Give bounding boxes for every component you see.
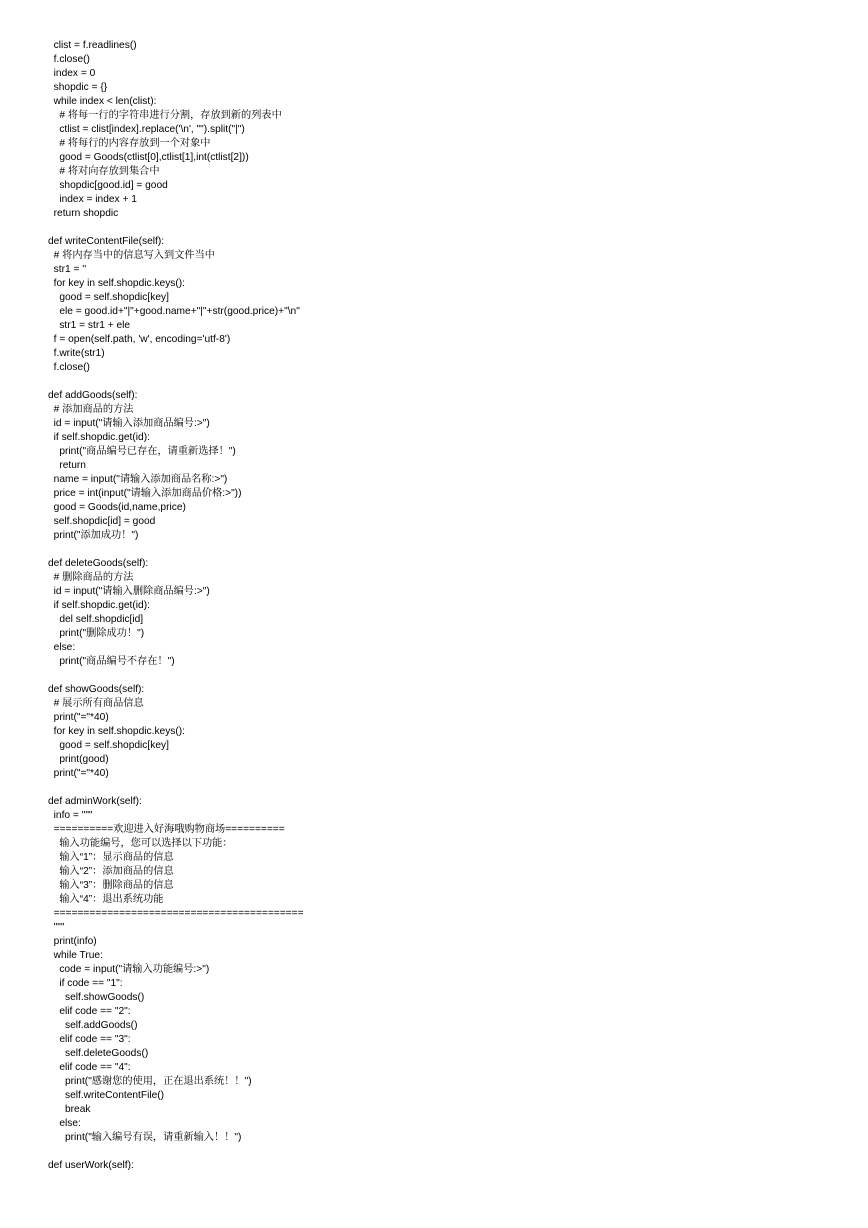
code-line: self.deleteGoods() [48, 1048, 149, 1059]
code-line: """ [48, 922, 65, 933]
code-line: ========================================== [48, 908, 304, 919]
code-line: def userWork(self): [48, 1160, 134, 1171]
code-line: good = self.shopdic[key] [48, 292, 169, 303]
code-line: id = input("请输入删除商品编号:>") [48, 586, 210, 597]
code-line: if self.shopdic.get(id): [48, 432, 150, 443]
code-line: print("="*40) [48, 712, 109, 723]
code-line: 输入“3”：删除商品的信息 [48, 880, 174, 891]
code-line: print(good) [48, 754, 109, 765]
code-line: print("添加成功！") [48, 530, 139, 541]
code-line: 输入功能编号，您可以选择以下功能： [48, 838, 233, 849]
code-line: price = int(input("请输入添加商品价格:>")) [48, 488, 242, 499]
code-line: f = open(self.path, 'w', encoding='utf-8') [48, 334, 231, 345]
code-line: f.close() [48, 54, 90, 65]
code-line: # 添加商品的方法 [48, 404, 134, 415]
code-line: 输入“2”：添加商品的信息 [48, 866, 174, 877]
code-line: def addGoods(self): [48, 390, 138, 401]
code-line: print("删除成功！") [48, 628, 145, 639]
code-line: ==========欢迎进入好海哦购物商场========== [48, 824, 285, 835]
code-line: else: [48, 642, 76, 653]
code-line: for key in self.shopdic.keys(): [48, 726, 186, 737]
code-line: info = """ [48, 810, 93, 821]
code-line: break [48, 1104, 91, 1115]
code-line: str1 = '' [48, 264, 87, 275]
code-line: return shopdic [48, 208, 119, 219]
code-line: self.writeContentFile() [48, 1090, 165, 1101]
code-line: good = Goods(id,name,price) [48, 502, 186, 513]
code-line: # 删除商品的方法 [48, 572, 134, 583]
code-line [48, 781, 304, 795]
code-line: def adminWork(self): [48, 796, 142, 807]
code-line [48, 221, 304, 235]
code-line: print("="*40) [48, 768, 109, 779]
code-line: # 展示所有商品信息 [48, 698, 144, 709]
code-line [48, 375, 304, 389]
code-line: self.addGoods() [48, 1020, 138, 1031]
code-line: f.write(str1) [48, 348, 105, 359]
code-line: 输入“4”：退出系统功能 [48, 894, 164, 905]
code-line: while True: [48, 950, 103, 961]
code-line: print("商品编号不存在！") [48, 656, 175, 667]
code-line: ctlist = clist[index].replace('\n', "").split("|") [48, 124, 245, 135]
code-line: self.showGoods() [48, 992, 145, 1003]
code-line: clist = f.readlines() [48, 40, 137, 51]
code-line: for key in self.shopdic.keys(): [48, 278, 186, 289]
code-line: def showGoods(self): [48, 684, 145, 695]
code-line: self.shopdic[id] = good [48, 516, 156, 527]
code-line: if self.shopdic.get(id): [48, 600, 150, 611]
code-line: if code == "1": [48, 978, 123, 989]
code-line: name = input("请输入添加商品名称:>") [48, 474, 228, 485]
code-line: 输入“1”：显示商品的信息 [48, 852, 174, 863]
code-line: str1 = str1 + ele [48, 320, 131, 331]
code-line: def deleteGoods(self): [48, 558, 149, 569]
code-line: print(info) [48, 936, 97, 947]
code-line: id = input("请输入添加商品编号:>") [48, 418, 210, 429]
code-line: return [48, 460, 86, 471]
code-line: index = index + 1 [48, 194, 137, 205]
code-line: elif code == "4": [48, 1062, 131, 1073]
code-line: print("输入编号有误，请重新输入！！") [48, 1132, 242, 1143]
code-line: # 将内存当中的信息写入到文件当中 [48, 250, 215, 261]
code-line: good = self.shopdic[key] [48, 740, 169, 751]
code-listing [48, 39, 304, 1173]
code-line [48, 1145, 304, 1159]
code-line: del self.shopdic[id] [48, 614, 144, 625]
code-line: # 将每一行的字符串进行分割，存放到新的列表中 [48, 110, 282, 121]
code-line: index = 0 [48, 68, 96, 79]
code-line: # 将对向存放到集合中 [48, 166, 160, 177]
code-line [48, 669, 304, 683]
code-line [48, 543, 304, 557]
code-line: # 将每行的内容存放到一个对象中 [48, 138, 211, 149]
code-line: elif code == "2": [48, 1006, 131, 1017]
code-line: shopdic = {} [48, 82, 108, 93]
code-line: print("感谢您的使用，正在退出系统！！") [48, 1076, 252, 1087]
code-line: while index < len(clist): [48, 96, 157, 107]
code-line: good = Goods(ctlist[0],ctlist[1],int(ctlist[2])) [48, 152, 249, 163]
code-line: def writeContentFile(self): [48, 236, 165, 247]
code-line: else: [48, 1118, 81, 1129]
code-line: elif code == "3": [48, 1034, 131, 1045]
code-line: shopdic[good.id] = good [48, 180, 168, 191]
code-line: print("商品编号已存在，请重新选择！") [48, 446, 236, 457]
code-line: code = input("请输入功能编号:>") [48, 964, 210, 975]
code-line: ele = good.id+"|"+good.name+"|"+str(good.price)+"\n" [48, 306, 300, 317]
code-line: f.close() [48, 362, 90, 373]
